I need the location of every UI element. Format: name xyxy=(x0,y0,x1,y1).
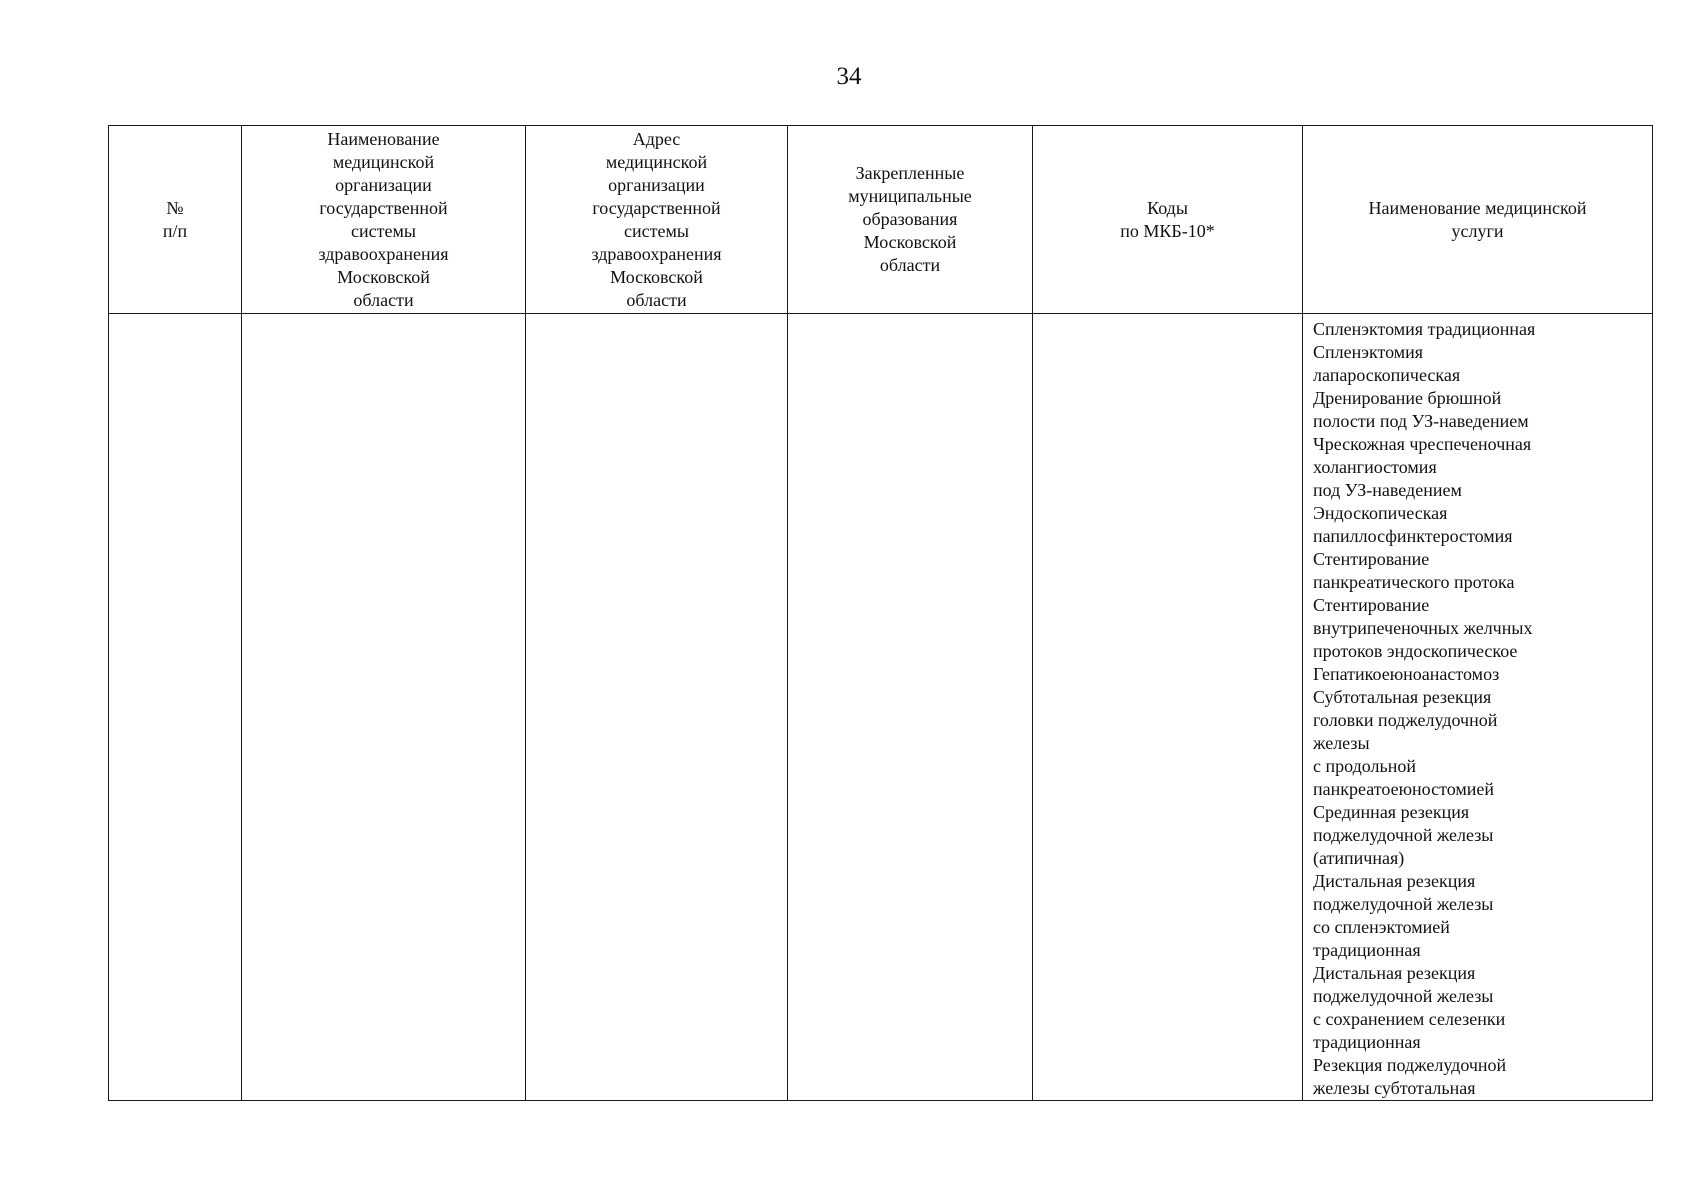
header-lines xyxy=(242,128,525,312)
header-line: организации xyxy=(335,174,432,195)
header-cell-codes xyxy=(1033,126,1303,314)
service-line: Стентирование xyxy=(1313,595,1430,615)
service-line: головки поджелудочной xyxy=(1313,710,1498,730)
header-line: системы xyxy=(351,220,416,241)
service-line: Субтотальная резекция xyxy=(1313,687,1492,707)
header-line: здравоохранения xyxy=(591,243,722,264)
header-line: организации xyxy=(608,174,705,195)
service-line: поджелудочной железы xyxy=(1313,825,1494,845)
cell-municipalities xyxy=(788,314,1033,1101)
service-line: железы xyxy=(1313,733,1370,753)
header-line: образования xyxy=(862,209,958,229)
service-line: традиционная xyxy=(1313,1032,1421,1052)
header-line: области xyxy=(626,289,687,310)
header-line: системы xyxy=(624,220,689,241)
cell-address xyxy=(526,314,788,1101)
header-line: услуги xyxy=(1451,220,1504,241)
header-cell-organization xyxy=(242,126,526,314)
service-line: Спленэктомия xyxy=(1313,342,1424,362)
service-line: протоков эндоскопическое xyxy=(1313,641,1518,661)
header-cell-number xyxy=(109,126,242,314)
service-line: (атипичная) xyxy=(1313,848,1405,868)
header-lines xyxy=(526,128,787,312)
header-line: Московской xyxy=(337,266,430,287)
service-line: поджелудочной железы xyxy=(1313,894,1494,914)
header-lines xyxy=(1303,197,1652,243)
header-line: государственной xyxy=(592,197,721,218)
header-cell-address xyxy=(526,126,788,314)
table-header-row xyxy=(109,126,1653,314)
service-line: внутрипеченочных желчных xyxy=(1313,618,1533,638)
header-line: № xyxy=(166,197,184,218)
service-line: Гепатикоеюноанастомоз xyxy=(1313,664,1500,684)
service-line: Дренирование брюшной xyxy=(1313,388,1502,408)
header-line: Закрепленные xyxy=(855,163,965,183)
service-line: поджелудочной железы xyxy=(1313,986,1494,1006)
service-line: железы субтотальная xyxy=(1313,1078,1476,1098)
service-line: Дистальная резекция xyxy=(1313,963,1476,983)
header-line: здравоохранения xyxy=(318,243,449,264)
header-line: медицинской xyxy=(605,151,708,172)
cell-number xyxy=(109,314,242,1101)
service-line: лапароскопическая xyxy=(1313,365,1461,385)
header-line: Московской xyxy=(610,266,703,287)
cell-services xyxy=(1303,314,1653,1101)
header-line: Московской xyxy=(863,232,957,252)
service-line: полости под УЗ-наведением xyxy=(1313,411,1529,431)
service-line: с сохранением селезенки xyxy=(1313,1009,1506,1029)
header-lines xyxy=(109,197,241,243)
cell-codes xyxy=(1033,314,1303,1101)
service-line: папиллосфинктеростомия xyxy=(1313,526,1513,546)
header-line: Адрес xyxy=(632,128,681,149)
service-line: Спленэктомия традиционная xyxy=(1313,319,1536,339)
header-line: области xyxy=(353,289,414,310)
service-line: панкреатического протока xyxy=(1313,572,1515,592)
cell-organization xyxy=(242,314,526,1101)
header-line: Наименование медицинской xyxy=(1368,197,1587,218)
header-line: Наименование xyxy=(327,128,440,149)
header-line: области xyxy=(879,255,941,275)
header-line: Коды xyxy=(1147,197,1188,218)
header-line: п/п xyxy=(162,220,188,241)
service-line: под УЗ-наведением xyxy=(1313,480,1462,500)
header-line: государственной xyxy=(319,197,448,218)
table-row xyxy=(109,314,1653,1101)
service-line: панкреатоеюностомией xyxy=(1313,779,1495,799)
header-line: по МКБ-10* xyxy=(1120,220,1215,241)
service-line: с продольной xyxy=(1313,756,1416,776)
service-line: Эндоскопическая xyxy=(1313,503,1448,523)
service-line: Срединная резекция xyxy=(1313,802,1470,822)
header-cell-services xyxy=(1303,126,1653,314)
header-line: муниципальные xyxy=(848,186,972,206)
service-line: холангиостомия xyxy=(1313,457,1437,477)
header-lines xyxy=(1033,197,1302,243)
page-number: 34 xyxy=(836,63,862,90)
header-lines xyxy=(788,162,1032,277)
services-table xyxy=(108,125,1653,1101)
service-line: Чрескожная чреспеченочная xyxy=(1313,434,1532,454)
services-list xyxy=(1313,318,1644,1100)
service-line: Дистальная резекция xyxy=(1313,871,1476,891)
service-line: со спленэктомией xyxy=(1313,917,1450,937)
header-cell-municipalities xyxy=(788,126,1033,314)
service-line: Резекция поджелудочной xyxy=(1313,1055,1507,1075)
service-line: Стентирование xyxy=(1313,549,1430,569)
service-line: традиционная xyxy=(1313,940,1421,960)
header-line: медицинской xyxy=(332,151,435,172)
